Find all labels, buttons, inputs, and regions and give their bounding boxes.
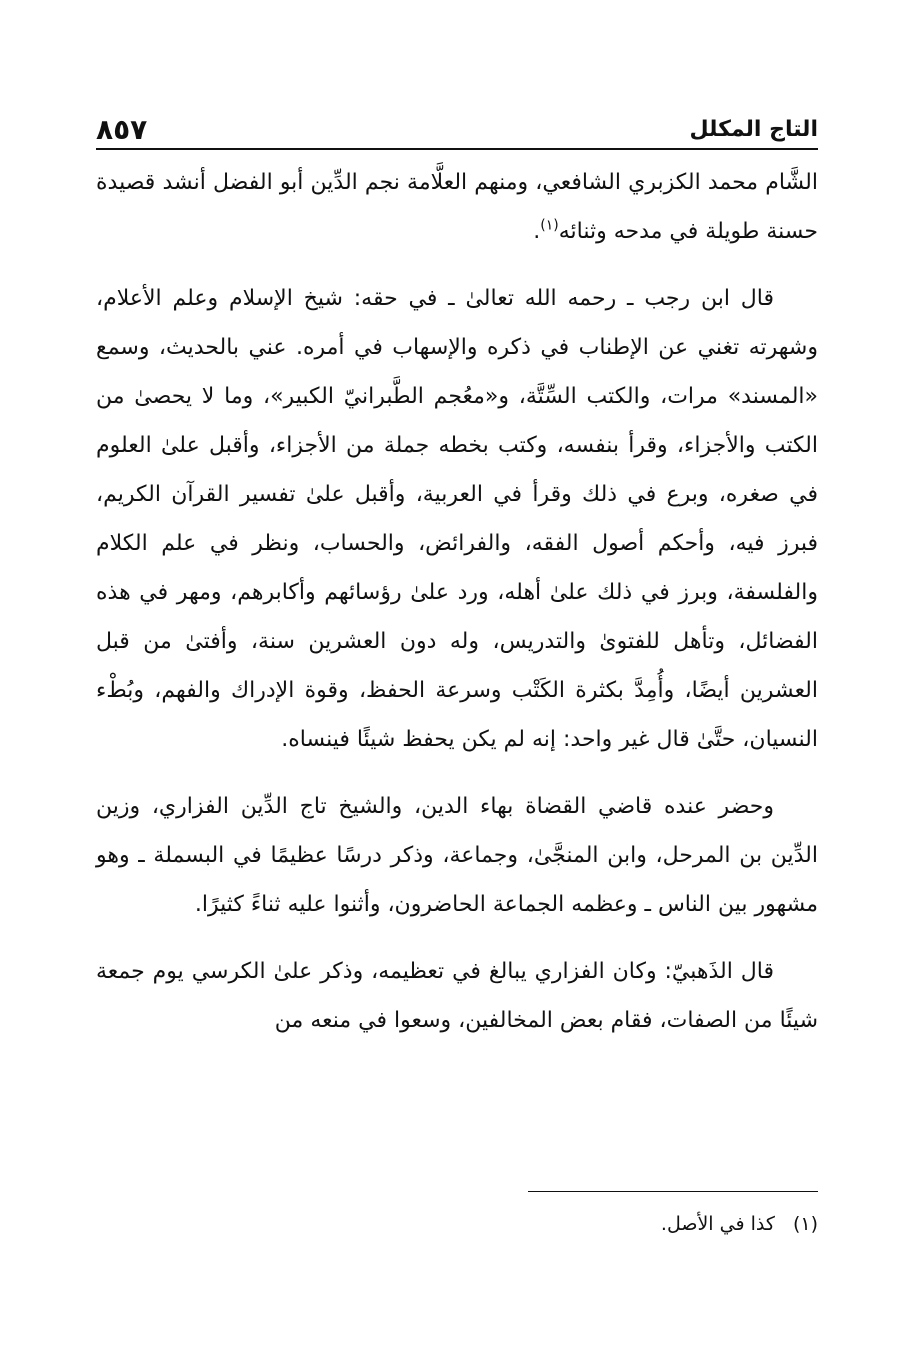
page-number: ٨٥٧	[96, 113, 148, 146]
header-divider	[96, 148, 818, 150]
footnote-reference: (١)	[540, 217, 559, 234]
running-header	[96, 103, 818, 147]
paragraph-3: وحضر عنده قاضي القضاة بهاء الدين، والشيخ تاج الدِّين الفزاري، وزين الدِّين بن المرحل، وابن المنجَّىٰ، وجماعة، وذكر درسًا عظيمًا في البسملة ـ وهو مشهور بين الناس ـ وعظمه الجماعة الحاضرون، وأثنوا عليه ثناءً كثيرًا.	[96, 794, 818, 917]
paragraph-2: قال ابن رجب ـ رحمه الله تعالىٰ ـ في حقه: شيخ الإسلام وعلم الأعلام، وشهرته تغني عن الإطناب في ذكره والإسهاب في أمره. عني بالحديث، وسمع «المسند» مرات، والكتب السِّتَّة، و«معُجم الطَّبرانيّ الكبير»، وما لا يحصىٰ من الكتب والأجزاء، وقرأ بنفسه، وكتب بخطه جملة من الأجزاء، وأقبل علىٰ العلوم في صغره، وبرع في ذلك وقرأ في العربية، وأقبل علىٰ تفسير القرآن الكريم، فبرز فيه، وأحكم أصول الفقه، والفرائض، والحساب، ونظر في علم الكلام والفلسفة، وبرز في ذلك علىٰ أهله، ورد علىٰ رؤسائهم وأكابرهم، ومهر في هذه الفضائل، وتأهل للفتوىٰ والتدريس، وله دون العشرين سنة، وأفتىٰ من قبل العشرين أيضًا، وأُمِدَّ بكثرة الكَتْب وسرعة الحفظ، وقوة الإدراك والفهم، وبُطْء النسيان، حتَّىٰ قال غير واحد: إنه لم يكن يحفظ شيئًا فينساه.	[96, 286, 818, 752]
paragraph-1	[96, 158, 818, 256]
paragraph-4: قال الذَهبيّ: وكان الفزاري يبالغ في تعظيمه، وذكر علىٰ الكرسي يوم جمعة شيئًا من الصفات، فقام بعض المخالفين، وسعوا في منعه من	[96, 959, 818, 1033]
running-title: التاج المكلل	[689, 117, 818, 142]
main-text	[96, 158, 818, 1063]
footnote-divider	[528, 1191, 818, 1192]
footnote	[96, 1206, 818, 1242]
footnote-text: كذا في الأصل.	[660, 1213, 775, 1235]
paragraph-1-end: .	[533, 219, 541, 244]
paragraph-1-text: الشَّام محمد الكزبري الشافعي، ومنهم العلَّامة نجم الدِّين أبو الفضل أنشد قصيدة حسنة طويلة في مدحه وثنائه	[96, 170, 818, 244]
footnote-number: (١)	[792, 1213, 818, 1235]
